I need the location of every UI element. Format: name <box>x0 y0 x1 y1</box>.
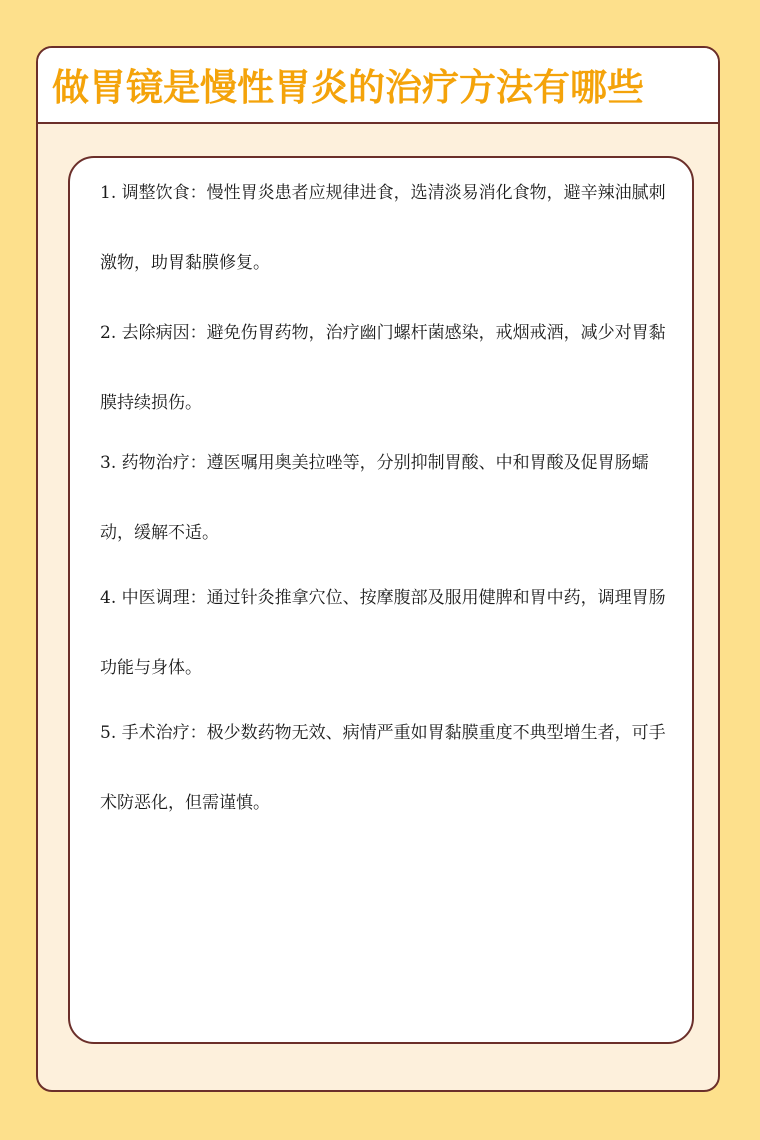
list-item <box>100 698 678 838</box>
item-text: 药物治疗：遵医嘱用奥美拉唑等，分别抑制胃酸、中和胃酸及促胃肠蠕动，缓解不适。 <box>100 453 649 543</box>
list-item <box>100 298 678 438</box>
item-text: 调整饮食：慢性胃炎患者应规律进食，选清淡易消化食物，避辛辣油腻刺激物，助胃黏膜修复。 <box>100 183 666 273</box>
item-text: 手术治疗：极少数药物无效、病情严重如胃黏膜重度不典型增生者，可手术防恶化，但需谨慎。 <box>100 723 666 813</box>
item-number: 3. <box>100 453 117 473</box>
page-title: 做胃镜是慢性胃炎的治疗方法有哪些 <box>52 66 644 109</box>
item-number: 5. <box>100 723 117 743</box>
card <box>36 46 720 1092</box>
title-bar <box>38 48 718 124</box>
list-item <box>100 428 678 568</box>
item-number: 2. <box>100 323 117 343</box>
list-item <box>100 158 678 298</box>
list-item <box>100 563 678 703</box>
item-text: 去除病因：避免伤胃药物，治疗幽门螺杆菌感染，戒烟戒酒，减少对胃黏膜持续损伤。 <box>100 323 666 413</box>
content-box <box>68 156 694 1044</box>
item-number: 1. <box>100 183 117 203</box>
item-text: 中医调理：通过针灸推拿穴位、按摩腹部及服用健脾和胃中药，调理胃肠功能与身体。 <box>100 588 666 678</box>
item-number: 4. <box>100 588 117 608</box>
